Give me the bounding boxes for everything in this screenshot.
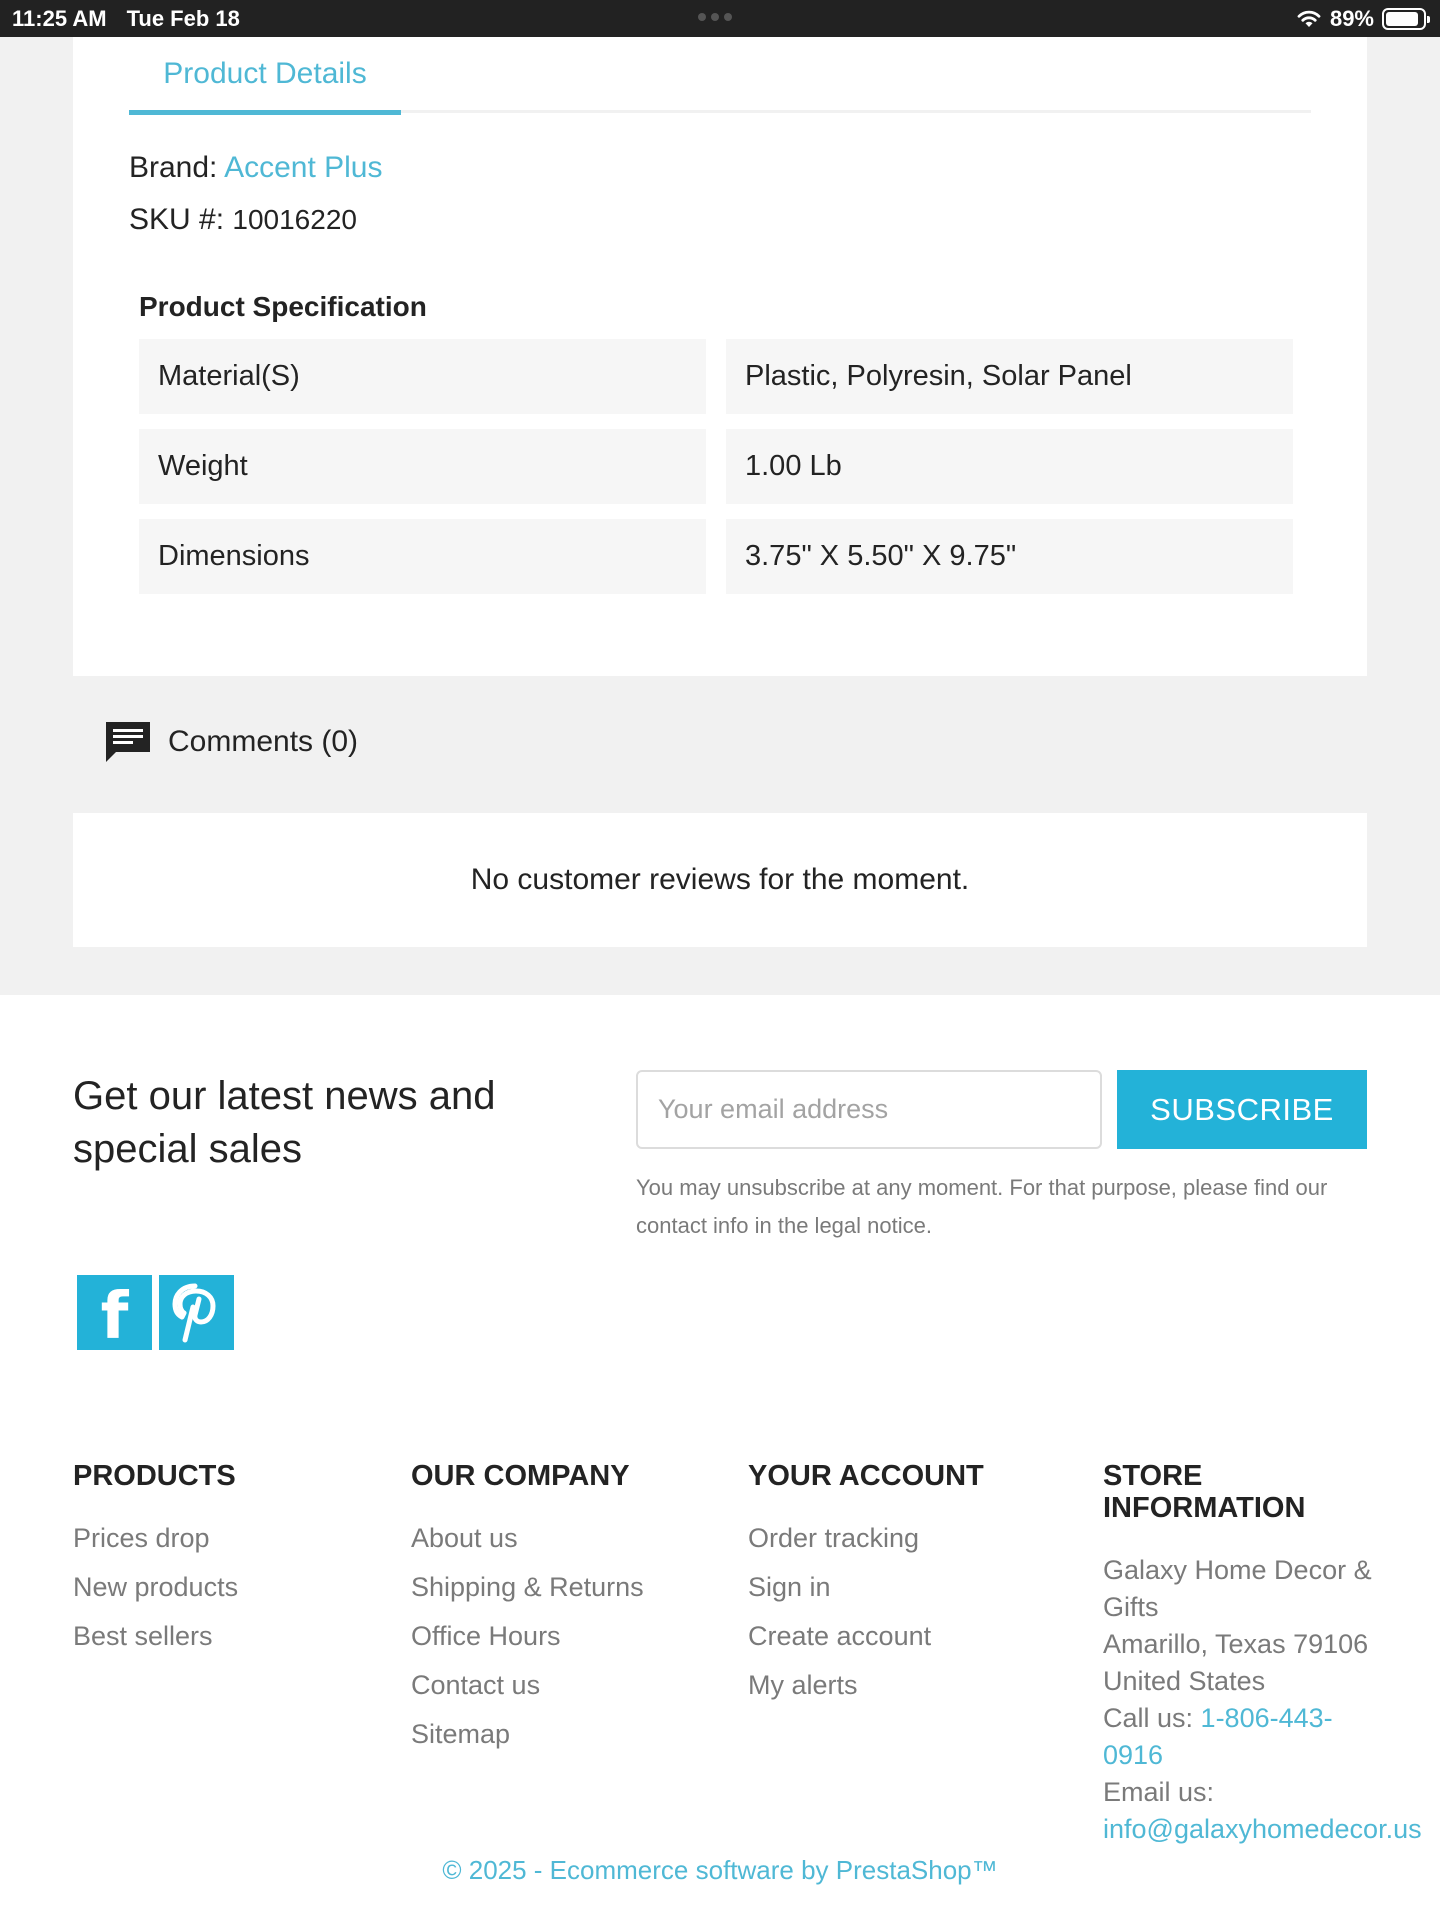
product-details-card	[73, 37, 1367, 676]
store-title-line2: INFORMATION	[1103, 1492, 1306, 1524]
store-name-line2: Gifts	[1103, 1592, 1159, 1622]
comment-icon	[104, 718, 152, 766]
spec-row	[139, 429, 1293, 504]
facebook-link[interactable]	[77, 1275, 152, 1354]
sku-line	[129, 203, 357, 237]
tab-product-details[interactable]: Product Details	[129, 37, 401, 115]
footer-col-store	[1103, 1460, 1433, 1848]
spec-name: Material(S)	[139, 339, 706, 414]
footer-link[interactable]: Shipping & Returns	[411, 1572, 644, 1602]
copyright-link[interactable]: © 2025 - Ecommerce software by PrestaShop™	[442, 1855, 998, 1885]
multitasking-dots-icon[interactable]	[698, 13, 732, 21]
social-links	[77, 1275, 234, 1354]
email-input[interactable]	[636, 1070, 1102, 1149]
spec-name: Weight	[139, 429, 706, 504]
pinterest-link[interactable]	[159, 1275, 234, 1350]
footer-link[interactable]: Order tracking	[748, 1523, 920, 1553]
footer-link[interactable]: Contact us	[411, 1670, 541, 1700]
facebook-icon: f	[100, 1279, 129, 1354]
email-label: Email us:	[1103, 1777, 1215, 1807]
phone-link-part2[interactable]: 0916	[1103, 1740, 1164, 1770]
footer-link[interactable]: Office Hours	[411, 1621, 561, 1651]
tab-bar	[129, 37, 1311, 113]
footer-link[interactable]: Best sellers	[73, 1621, 213, 1651]
spec-value: 1.00 Lb	[726, 429, 1293, 504]
store-title-line1: STORE	[1103, 1460, 1203, 1492]
call-label: Call us:	[1103, 1703, 1194, 1733]
footer-col-account	[748, 1460, 984, 1710]
brand-line	[129, 151, 383, 185]
footer-products-title: PRODUCTS	[73, 1460, 236, 1492]
footer-link[interactable]: Create account	[748, 1621, 932, 1651]
footer-col-products	[73, 1460, 238, 1661]
footer-link[interactable]: Prices drop	[73, 1523, 210, 1553]
brand-link[interactable]: Accent Plus	[224, 151, 383, 184]
footer-col-company	[411, 1460, 644, 1759]
sku-value: 10016220	[232, 204, 357, 235]
comments-header	[104, 718, 358, 766]
spec-row	[139, 339, 1293, 414]
email-link[interactable]: info@galaxyhomedecor.us	[1103, 1814, 1422, 1844]
spec-value: 3.75" X 5.50" X 9.75"	[726, 519, 1293, 594]
spec-name: Dimensions	[139, 519, 706, 594]
phone-link-part1[interactable]: 1-806-443-	[1200, 1703, 1333, 1733]
brand-label: Brand:	[129, 151, 218, 184]
store-address: Amarillo, Texas 79106	[1103, 1629, 1369, 1659]
store-name-line1: Galaxy Home Decor &	[1103, 1555, 1372, 1585]
pinterest-icon	[171, 1282, 223, 1344]
store-info	[1103, 1552, 1433, 1848]
footer-account-title: YOUR ACCOUNT	[748, 1460, 984, 1492]
footer-store-title	[1103, 1460, 1433, 1524]
comments-label: Comments (0)	[168, 725, 359, 758]
status-time: 11:25 AM	[12, 5, 107, 31]
no-reviews-message: No customer reviews for the moment.	[470, 863, 970, 896]
footer-link[interactable]: New products	[73, 1572, 239, 1602]
spec-title: Product Specification	[139, 291, 427, 322]
battery-percent: 89%	[1329, 5, 1374, 31]
newsletter-note: You may unsubscribe at any moment. For that purpose, please find our contact info in the legal notice.	[636, 1175, 1328, 1238]
newsletter-title: Get our latest news and special sales	[73, 1074, 496, 1171]
subscribe-button[interactable]: SUBSCRIBE	[1117, 1070, 1367, 1149]
status-date: Tue Feb 18	[126, 5, 240, 31]
reviews-card	[73, 813, 1367, 947]
sku-label: SKU #:	[129, 203, 225, 236]
footer-link[interactable]: My alerts	[748, 1670, 858, 1700]
store-country: United States	[1103, 1666, 1266, 1696]
spec-table	[139, 339, 1293, 609]
spec-row	[139, 519, 1293, 594]
footer-link[interactable]: About us	[411, 1523, 518, 1553]
footer-company-title: OUR COMPANY	[411, 1460, 630, 1492]
battery-icon	[1382, 8, 1426, 30]
footer-link[interactable]: Sign in	[748, 1572, 831, 1602]
spec-value: Plastic, Polyresin, Solar Panel	[726, 339, 1293, 414]
footer-link[interactable]: Sitemap	[411, 1719, 511, 1749]
footer	[0, 995, 1440, 1920]
status-bar	[0, 0, 1440, 37]
wifi-icon	[1296, 9, 1322, 29]
